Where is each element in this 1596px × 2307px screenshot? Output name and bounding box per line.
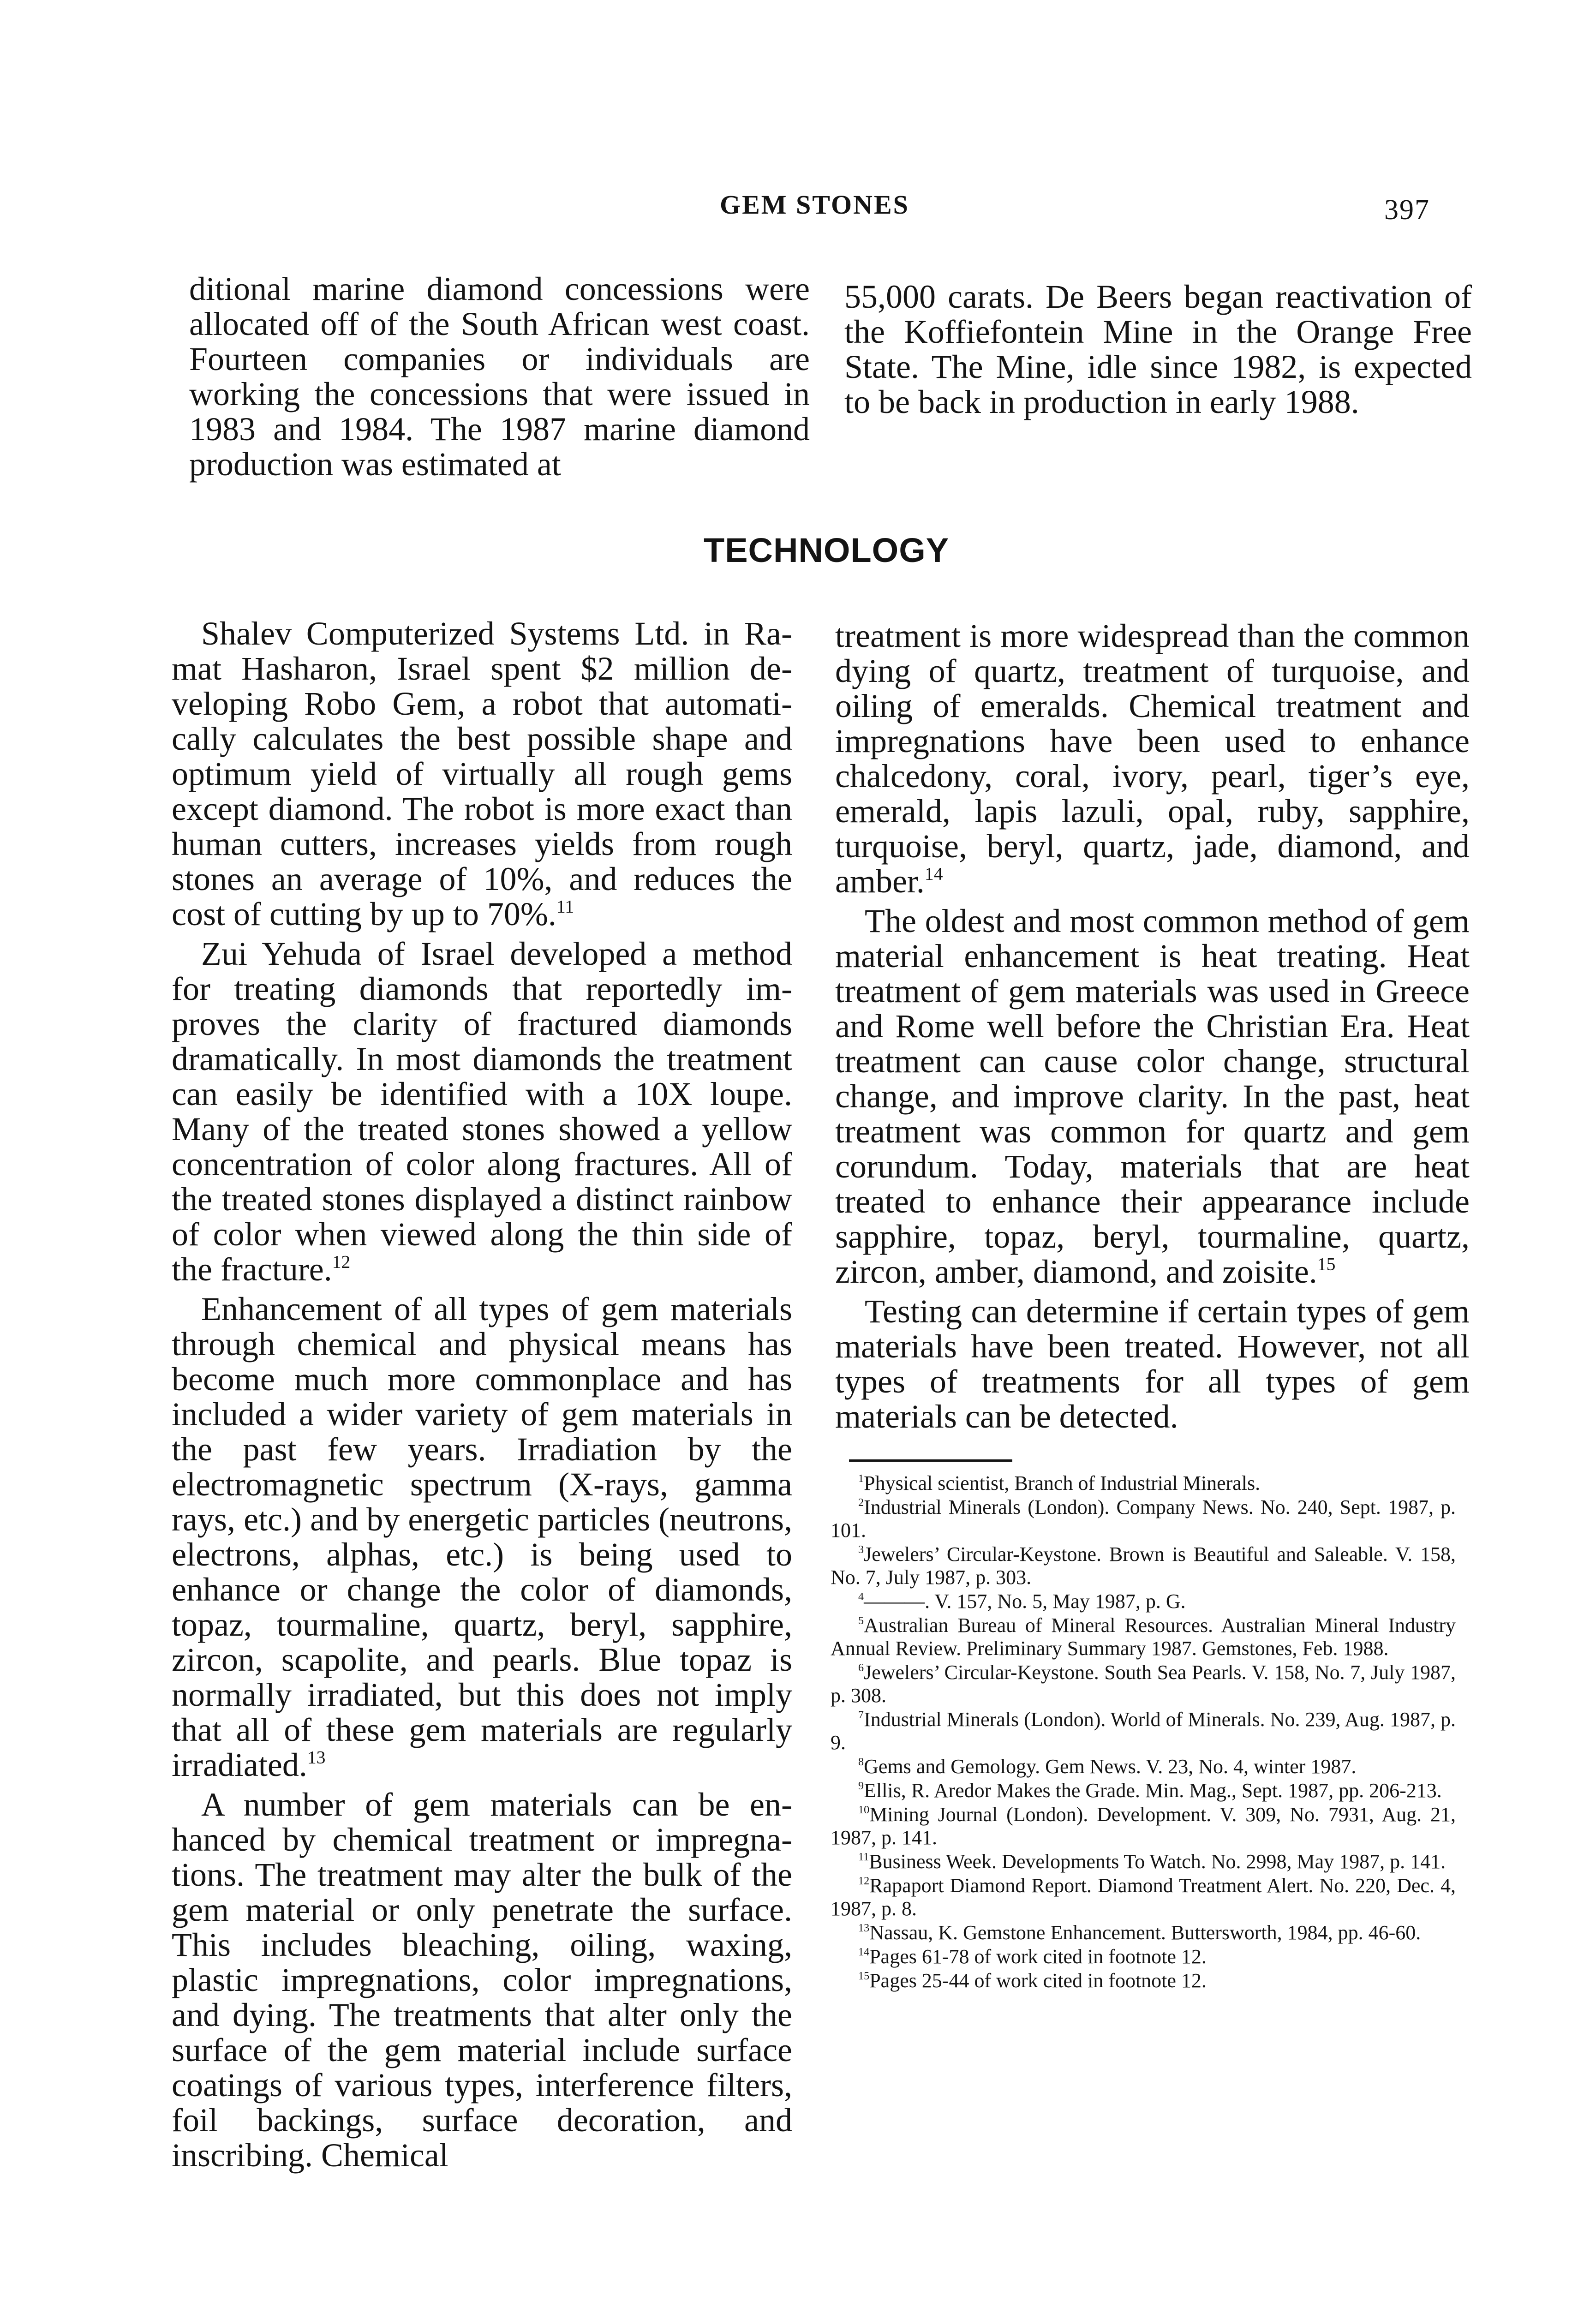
footnote-ref: 13 bbox=[307, 1747, 326, 1768]
footnote-text: ———. V. 157, No. 5, May 1987, p. G. bbox=[864, 1590, 1186, 1613]
paragraph bbox=[835, 1294, 1470, 1434]
footnote-number: 3 bbox=[858, 1543, 864, 1556]
footnote-text: Ellis, R. Aredor Makes the Grade. Min. Mag., Sept. 1987, pp. 206-213. bbox=[864, 1779, 1442, 1802]
footnote-ref: 12 bbox=[332, 1251, 351, 1272]
footnote-number: 12 bbox=[858, 1875, 870, 1888]
footnote bbox=[831, 1496, 1456, 1542]
footnote bbox=[831, 1969, 1456, 1992]
footnote-number: 9 bbox=[858, 1780, 864, 1793]
footnote-number: 14 bbox=[858, 1946, 870, 1959]
footnote-ref: 15 bbox=[1317, 1254, 1336, 1274]
paragraph bbox=[835, 903, 1470, 1289]
paragraph-text: A number of gem materials can be enhanced by chemical treatment or impregnations. The treatment may alter the bulk of the gem material or only penetrate the surface. This includes bleaching, oiling, waxing, plastic impregnations, color impregnations, and dying. The treatments that alter only the surface of the gem material include surface coatings of various types, interference filters, foil backings, surface decoration, and inscribing. Chemical bbox=[172, 1786, 792, 2174]
footnote bbox=[831, 1755, 1456, 1778]
footnote-text: Business Week. Developments To Watch. No. 2998, May 1987, p. 141. bbox=[869, 1850, 1446, 1873]
footnote bbox=[831, 1708, 1456, 1754]
paragraph bbox=[172, 1291, 792, 1782]
footnote bbox=[831, 1779, 1456, 1802]
footnote-text: Pages 61-78 of work cited in footnote 12. bbox=[869, 1945, 1207, 1968]
footnote bbox=[831, 1472, 1456, 1495]
top-right-column bbox=[844, 279, 1472, 419]
footnote bbox=[831, 1921, 1456, 1944]
footnote-divider bbox=[849, 1459, 1012, 1462]
footnote-text: Pages 25-44 of work cited in footnote 12. bbox=[869, 1969, 1207, 1992]
footnote-number: 8 bbox=[858, 1756, 864, 1769]
footnote-text: Jewelers’ Circular-Keystone. Brown is Beautiful and Saleable. V. 158, No. 7, July 1987, p. 303. bbox=[831, 1543, 1456, 1589]
footnote-number: 4 bbox=[858, 1590, 864, 1603]
page-number: 397 bbox=[1384, 194, 1430, 226]
paragraph-text: Testing can determine if certain types of gem materials have been treated. However, not all types of treatments for all types of gem materials can be detected. bbox=[835, 1293, 1470, 1435]
footnote bbox=[831, 1661, 1456, 1707]
footnote-text: Physical scientist, Branch of Industrial Minerals. bbox=[864, 1472, 1261, 1494]
footnote bbox=[831, 1803, 1456, 1849]
footnote-text: Rapaport Diamond Report. Diamond Treatment Alert. No. 220, Dec. 4, 1987, p. 8. bbox=[831, 1874, 1456, 1920]
footnote-number: 2 bbox=[858, 1496, 864, 1509]
footnote-text: Australian Bureau of Mineral Resources. Australian Mineral Industry Annual Review. Preliminary Summary 1987. Gemstones, Feb. 1988. bbox=[831, 1614, 1456, 1660]
footnote-ref: 11 bbox=[556, 896, 574, 917]
footnote bbox=[831, 1945, 1456, 1968]
paragraph bbox=[172, 616, 792, 932]
paragraph: 55,000 carats. De Beers began reactivation of the Koffiefontein Mine in the Orange Free State. The Mine, idle since 1982, is expected to be back in production in early 1988. bbox=[844, 278, 1472, 420]
paragraph-text: Zui Yehuda of Israel developed a method for treating diamonds that reportedly improves the clarity of fractured diamonds dramatically. In most diamonds the treatment can easily be identified with a 10X loupe. Many of the treated stones showed a yellow concentration of color along fractures. All of the treated stones displayed a distinct rainbow of color when viewed along the thin side of the fracture. bbox=[172, 935, 792, 1288]
footnote-number: 6 bbox=[858, 1662, 864, 1674]
right-column bbox=[835, 618, 1470, 1434]
paragraph bbox=[172, 936, 792, 1287]
footnote-number: 15 bbox=[858, 1970, 870, 1983]
footnote-number: 10 bbox=[858, 1804, 870, 1817]
footnote-number: 13 bbox=[858, 1922, 870, 1935]
footnote-text: Mining Journal (London). Development. V. 309, No. 7931, Aug. 21, 1987, p. 141. bbox=[831, 1803, 1456, 1849]
footnote-text: Jewelers’ Circular-Keystone. South Sea Pearls. V. 158, No. 7, July 1987, p. 308. bbox=[831, 1661, 1456, 1707]
footnote-ref: 14 bbox=[924, 863, 943, 884]
running-head: GEM STONES bbox=[720, 190, 909, 220]
footnote-text: Industrial Minerals (London). World of Minerals. No. 239, Aug. 1987, p. 9. bbox=[831, 1708, 1456, 1754]
footnote bbox=[831, 1850, 1456, 1873]
paragraph-text: Enhancement of all types of gem materials through chemical and physical means has become much more commonplace and has included a wider variety of gem materials in the past few years. Irradiation by the electromagnetic spectrum (X-rays, gamma rays, etc.) and by energetic particles (neutrons, electrons, alphas, etc.) is being used to enhance or change the color of diamonds, topaz, tourmaline, quartz, beryl, sapphire, zircon, scapolite, and pearls. Blue topaz is normally irradiated, but this does not imply that all of these gem materials are regularly irradiated. bbox=[172, 1291, 792, 1783]
paragraph: ditional marine diamond concessions were allocated off of the South African west coast. Fourteen companies or individuals are working the concessions that were issued in 1983 and 1984. The 1987 marine diamond production was estimated at bbox=[189, 270, 810, 483]
footnote-text: Gems and Gemology. Gem News. V. 23, No. 4, winter 1987. bbox=[864, 1755, 1357, 1778]
paragraph bbox=[172, 1787, 792, 2173]
footnote-number: 1 bbox=[858, 1472, 864, 1485]
footnote bbox=[831, 1543, 1456, 1589]
footnote bbox=[831, 1590, 1456, 1613]
paragraph bbox=[835, 618, 1470, 899]
footnote-number: 11 bbox=[858, 1851, 869, 1864]
footnote-text: Industrial Minerals (London). Company News. No. 240, Sept. 1987, p. 101. bbox=[831, 1496, 1456, 1542]
paragraph-text: Shalev Computerized Systems Ltd. in Ramat Hasharon, Israel spent $2 million developing Robo Gem, a robot that automatically calculates the best possible shape and optimum yield of virtually all rough gems except diamond. The robot is more exact than human cutters, increases yields from rough stones an average of 10%, and reduces the cost of cutting by up to 70%. bbox=[172, 615, 792, 932]
footnote-number: 5 bbox=[858, 1614, 864, 1627]
footnote bbox=[831, 1874, 1456, 1920]
paragraph-text: The oldest and most common method of gem material enhancement is heat treating. Heat treatment of gem materials was used in Greece and Rome well before the Christian Era. Heat treatment can cause color change, structural change, and improve clarity. In the past, heat treatment was common for quartz and gem corundum. Today, materials that are heat treated to enhance their appearance include sapphire, topaz, beryl, tourmaline, quartz, zircon, amber, diamond, and zoisite. bbox=[835, 902, 1470, 1290]
top-left-column bbox=[189, 271, 810, 482]
footnote-text: Nassau, K. Gemstone Enhancement. Buttersworth, 1984, pp. 46-60. bbox=[869, 1921, 1421, 1944]
paragraph-text: treatment is more widespread than the common dying of quartz, treatment of turquoise, and oiling of emeralds. Chemical treatment and impregnations have been used to enhance chalcedony, coral, ivory, pearl, tiger’s eye, emerald, lapis lazuli, opal, ruby, sapphire, turquoise, beryl, quartz, jade, diamond, and amber. bbox=[835, 617, 1470, 900]
left-column bbox=[172, 616, 792, 2173]
section-heading: TECHNOLOGY bbox=[704, 531, 950, 569]
footnotes bbox=[831, 1472, 1456, 1992]
footnote bbox=[831, 1614, 1456, 1660]
footnote-number: 7 bbox=[858, 1709, 864, 1721]
